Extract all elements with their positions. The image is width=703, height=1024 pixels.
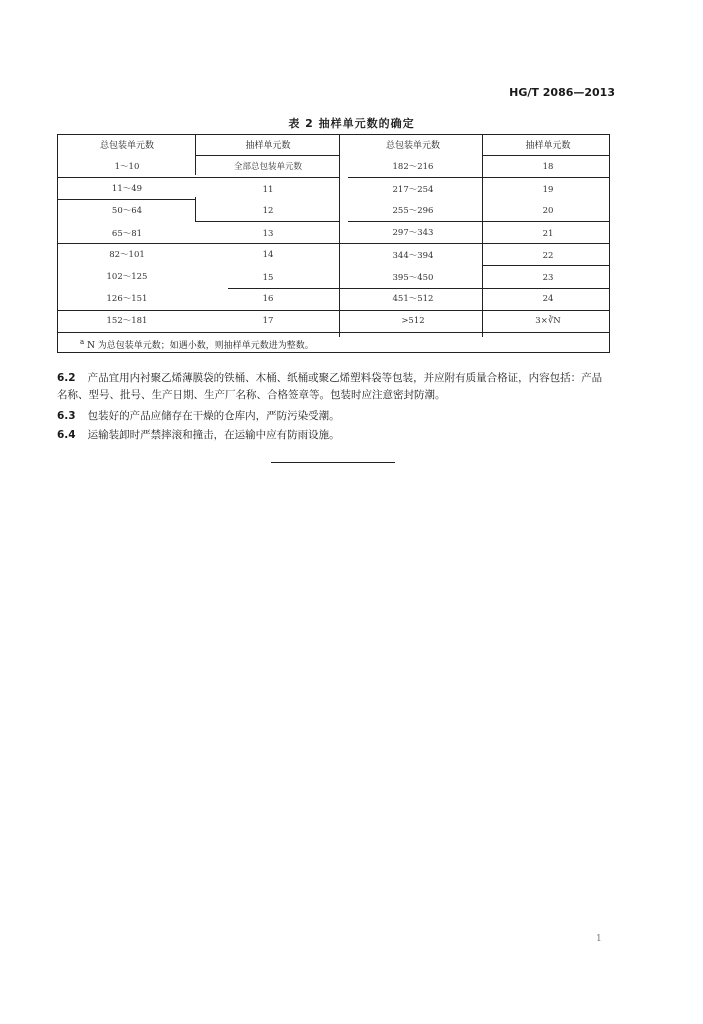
table-header-cell: 总包装单元数 (385, 141, 440, 151)
table-cell: 17 (262, 316, 274, 326)
table-cell: 1～10 (114, 162, 140, 172)
section-6-3 (57, 408, 612, 425)
table-rule (58, 177, 339, 178)
table-rule (58, 310, 610, 311)
section-6-4 (57, 427, 612, 444)
table-rule (340, 288, 610, 289)
table-cell: 152～181 (106, 316, 148, 326)
table-cell: >512 (401, 316, 425, 326)
footnote-text: N 为总包装单元数；如遇小数，则抽样单元数进为整数。 (87, 341, 314, 351)
table-cell: 217～254 (392, 185, 434, 195)
table-rule (58, 199, 195, 200)
table-rule (58, 243, 339, 244)
table-cell: 19 (542, 185, 554, 195)
page-mark: 1 (596, 934, 602, 944)
section-6-2 (57, 370, 612, 404)
section-text: 运输装卸时严禁摔滚和撞击，在运输中应有防雨设施。 (87, 429, 340, 441)
section-number: 6.2 (57, 372, 76, 384)
table-footnote (80, 338, 314, 351)
table-rule (482, 135, 483, 337)
table-cell: 50～64 (111, 206, 143, 216)
table-cell: 182～216 (392, 162, 434, 172)
sampling-table (57, 134, 610, 353)
section-text: 包装好的产品应储存在干燥的仓库内，严防污染受潮。 (87, 410, 340, 422)
table-cell: 13 (262, 229, 274, 239)
section-number: 6.4 (57, 429, 76, 441)
end-rule (271, 462, 395, 463)
table-cell: 全部总包装单元数 (233, 162, 302, 172)
table-cell: 15 (262, 273, 274, 283)
table-cell: 102～125 (106, 272, 148, 282)
table-cell: 11～49 (111, 184, 143, 194)
standard-code: HG/T 2086—2013 (509, 86, 615, 99)
table-cell: 65～81 (111, 229, 143, 239)
table-rule (483, 155, 610, 156)
table-cell: 3×∛N (535, 316, 561, 326)
table-cell: 344～394 (392, 251, 434, 261)
footnote-marker: a (80, 338, 85, 346)
table-rule (482, 265, 610, 266)
table-cell: 16 (262, 294, 274, 304)
table-cell: 126～151 (106, 294, 148, 304)
table-rule (340, 243, 610, 244)
table-cell: 297～343 (392, 228, 434, 238)
table-cell: 24 (542, 294, 554, 304)
table-rule (339, 135, 340, 337)
table-header-cell: 总包装单元数 (99, 141, 154, 151)
table-cell: 20 (542, 206, 554, 216)
table-rule (58, 332, 610, 333)
table-cell: 395～450 (392, 273, 434, 283)
table-header-cell: 抽样单元数 (525, 141, 571, 151)
table-cell: 21 (542, 229, 554, 239)
section-text: 产品宜用内衬聚乙烯薄膜袋的铁桶、木桶、纸桶或聚乙烯塑料袋等包装，并应附有质量合格证，内容包括：产品名称、型号、批号、生产日期、生产厂名称、合格签章等。包装时应注意密封防潮。 (57, 372, 603, 401)
table-rule (196, 155, 339, 156)
table-rule (228, 288, 339, 289)
table-cell: 11 (262, 185, 274, 195)
table-rule (348, 177, 610, 178)
table-cell: 255～296 (392, 206, 434, 216)
table-cell: 18 (542, 162, 554, 172)
table-cell: 14 (262, 250, 274, 260)
table-cell: 451～512 (392, 294, 434, 304)
table-rule (195, 197, 196, 221)
table-header-cell: 抽样单元数 (245, 141, 291, 151)
table-cell: 12 (262, 206, 274, 216)
table-rule (348, 221, 610, 222)
table-cell: 82～101 (109, 250, 145, 260)
table-rule (195, 221, 339, 222)
table-title: 表 2 抽样单元数的确定 (288, 117, 415, 130)
section-number: 6.3 (57, 410, 76, 422)
table-cell: 23 (542, 273, 554, 283)
table-cell: 22 (542, 251, 554, 261)
